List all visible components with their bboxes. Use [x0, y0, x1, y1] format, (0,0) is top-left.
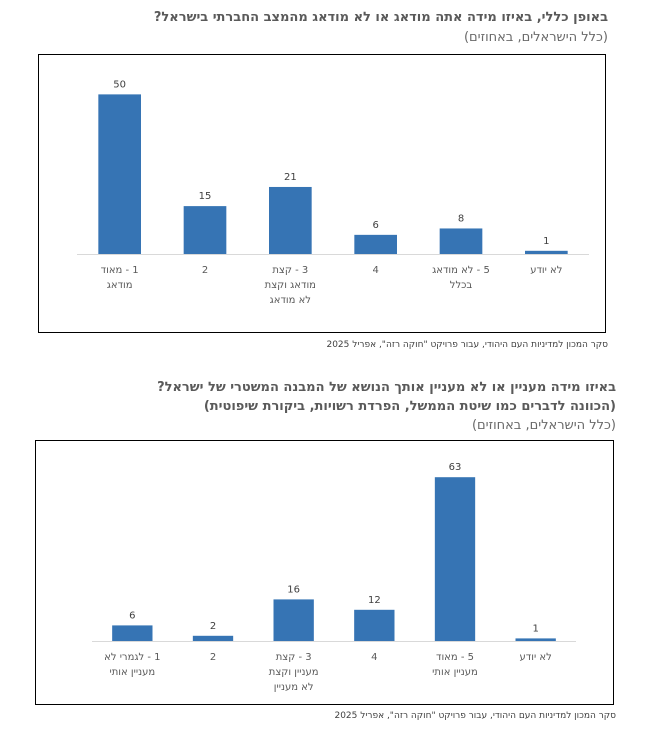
data-label: 1: [532, 623, 539, 635]
category-label: 3 - קצת מודאג וקצת לא מודאג: [264, 265, 316, 306]
chart1-area: [38, 54, 606, 333]
category-label: 4: [371, 652, 378, 663]
data-label: 2: [209, 620, 217, 632]
data-label: 12: [367, 594, 381, 606]
category-label: 1 - לגמרי לא מעניין אותי: [104, 652, 161, 678]
category-label: 2: [209, 652, 217, 663]
chart2-subtitle: (הכוונה לדברים כמו שיטת הממשל, הפרדת רשויות, ביקורת שיפוטית): [203, 399, 616, 414]
chart2-svg: [36, 441, 613, 704]
bar: [354, 235, 397, 254]
bar: [274, 599, 314, 641]
bar: [98, 94, 141, 254]
category-label: לא יודע: [530, 265, 563, 276]
chart2-subtitle-population: (כלל הישראלים, באחוזים): [471, 418, 616, 433]
bar: [516, 638, 556, 641]
data-label: 8: [457, 213, 465, 225]
bar: [435, 477, 475, 641]
category-label: 5 - מאוד מעניין אותי: [432, 652, 478, 678]
chart1-svg: [39, 55, 605, 332]
chart1-subtitle: (כלל הישראלים, באחוזים): [463, 30, 608, 45]
data-label: 6: [372, 219, 379, 231]
data-label: 16: [287, 584, 301, 596]
category-label: 2: [201, 265, 209, 276]
bar: [269, 187, 312, 254]
category-label: 1 - מאוד מודאג: [100, 265, 139, 291]
data-label: 1: [543, 235, 550, 247]
bar: [525, 251, 568, 254]
chart2-source: סקר המכון למדיניות העם היהודי, עבור פרויקט "חוקה רזה", אפריל 2025: [334, 711, 616, 721]
chart1-title: באופן כללי, באיזו מידה אתה מודאג או לא מודאג מהמצב החברתי בישראל?: [153, 10, 608, 25]
data-label: 6: [129, 610, 136, 622]
chart2-area: [35, 440, 614, 705]
category-label: 5 - לא מודאג בכלל: [432, 265, 490, 291]
category-label: לא יודע: [519, 652, 552, 663]
data-label: 63: [448, 462, 462, 474]
bar: [112, 625, 152, 641]
bar: [193, 636, 233, 641]
bar: [184, 206, 227, 254]
category-label: 4: [372, 265, 379, 276]
chart2-title: באיזו מידה מעניין או לא מעניין אותך הנושא של המבנה המשטרי של ישראל?: [157, 380, 616, 395]
data-label: 50: [113, 79, 127, 91]
bar: [354, 610, 394, 641]
category-label: 3 - קצת מעניין וקצת לא מעניין: [268, 652, 319, 693]
chart1-source: סקר המכון למדיניות העם היהודי, עבור פרויקט "חוקה רזה", אפריל 2025: [326, 340, 608, 350]
data-label: 21: [283, 171, 297, 183]
bar: [440, 228, 483, 254]
data-label: 15: [198, 191, 212, 203]
